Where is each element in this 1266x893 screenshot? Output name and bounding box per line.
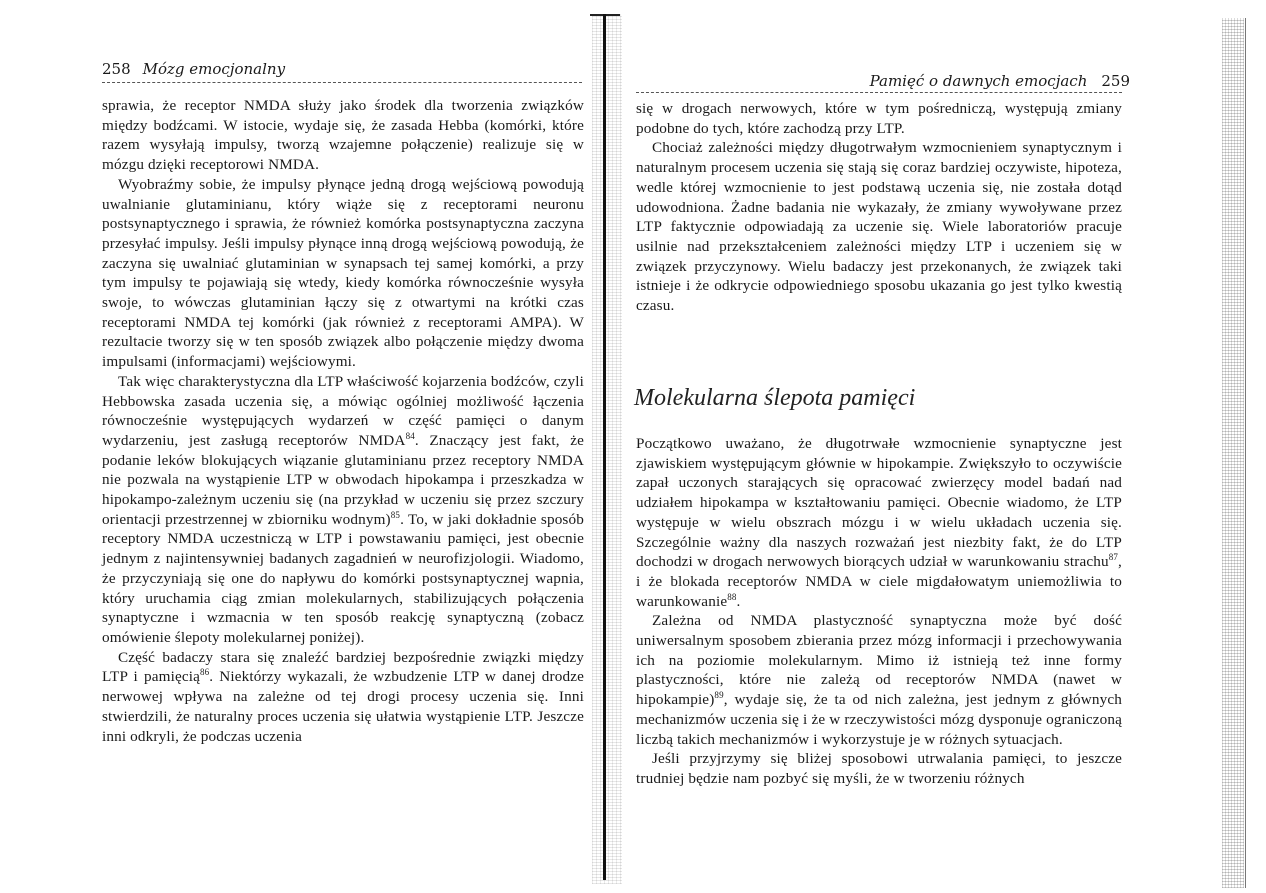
paragraph: Jeśli przyjrzymy się bliżej sposobowi utrwalania pamięci, to jeszcze trudniej będzie nam pozbyć się myśli, że w tworzeniu różnych: [636, 750, 1122, 787]
right-running-head: [630, 72, 1130, 90]
book-spine: [603, 14, 606, 880]
paragraph: Początkowo uważano, że długotrwałe wzmocnienie synaptyczne jest zjawiskiem występującym głównie w hipokampie. Zwiększyło to oczywiście zapał uczonych starających się opracować zwierzęcy model badań nad udziałem hipokampa w kształtowaniu pamięci. Obecnie wiadomo, że LTP występuje w wielu obszrach mózgu i w wielu układach uczenia się. Szczególnie ważny dla naszych rozważań jest niezbity fakt, że do LTP dochodzi w drogach nerwowych biorących udział w warunkowaniu strachu$^{87}$, i że blokada receptorów NMDA w ciele migdałowatym uniemożliwia to warunkowanie$^{88}$.: [636, 435, 1122, 610]
paragraph: Tak więc charakterystyczna dla LTP właściwość kojarzenia bodźców, czyli Hebbowska zasada uczenia się, a mówiąc ogólniej możliwość łączenia równocześnie występujących wydarzeń w część pamięci o danym wydarzeniu, jest zasługą receptorów NMDA$^{84}$. Znaczący jest fakt, że podanie leków blokujących wiązanie glutaminianu przez receptory NMDA nie pozwala na wystąpienie LTP w obwodach hipokampa i przeszkadza w hipokampo-zależnym uczeniu się (na przykład w uczeniu się przez szczury orientacji przestrzennej w zbiorniku wodnym)$^{85}$. To, w jaki dokładnie sposób receptory NMDA uczestniczą w LTP i powstawaniu pamięci, jest obecnie jednym z najintensywniej badanych zagadnień w neurofizjologii. Wiadomo, że przyczyniają się one do napływu do komórki postsynaptycznej wapnia, który uruchamia ciąg zmian molekularnych, stabilizujących połączenia synaptyczne i wzmacnia w ten sposób reakcję synaptyczną (zobacz omówienie ślepoty molekularnej poniżej).: [102, 372, 584, 646]
footnote-ref[interactable]: 86: [199, 667, 210, 678]
section-heading: Molekularna ślepota pamięci: [634, 385, 916, 411]
page-number: 258: [102, 60, 131, 78]
footnote-ref[interactable]: 85: [390, 509, 401, 520]
header-rule: [102, 82, 582, 83]
footnote-ref[interactable]: 84: [405, 430, 415, 441]
left-running-head: [102, 60, 582, 78]
paragraph: Chociaż zależności między długotrwałym wzmocnieniem synaptycznym i naturalnym procesem uczenia się stają się coraz bardziej oczywiste, hipoteza, wedle której wzmocnienie to jest podstawą uczenia się, nie została dotąd udowodniona. Żadne badania nie wykazały, że zmiany wywoływane przez LTP faktycznie odpowiadają za uczenie się. Wiele laboratoriów pracuje usilnie nad przekształceniem zależności między LTP i uczeniem się w związek przyczynowy. Wielu badaczy jest przekonanych, że związek taki istnieje i że odkrycie odpowiedniego sposobu ukazania go jest tylko kwestią czasu.: [636, 139, 1122, 315]
left-body-text: [102, 96, 584, 746]
right-body-text-top: [636, 99, 1122, 316]
running-title: Mózg emocjonalny: [142, 60, 286, 78]
right-page: [608, 0, 1266, 893]
paragraph: Wyobraźmy sobie, że impulsy płynące jedną drogą wejściową powodują uwalnianie glutaminianu, który wiąże się z receptorami neuronu postsynaptycznego i sprawia, że również komórka postsynaptyczna zaczyna przesyłać impulsy. Jeśli impulsy płynące inną drogą wejściową powodują, że zaczyna się uwalniać glutaminian w synapsach tej samej komórki, a przy tym impulsy te pojawiają się wtedy, kiedy komórka równocześnie wysyła swoje, to wówczas glutaminian łączy się z otwartymi na krótki czas receptorami NMDA tej komórki (jak również z receptorami AMPA). W rezultacie tworzy się w ten sposób związek albo połączenie między dwoma impulsami (informacjami) wejściowymi.: [102, 175, 584, 371]
paragraph: się w drogach nerwowych, które w tym pośredniczą, występują zmiany podobne do tych, które zachodzą przy LTP.: [636, 100, 1122, 137]
paragraph: Część badaczy stara się znaleźć bardziej bezpośrednie związki między LTP i pamięcią$^{86}$. Niektórzy wykazali, że wzbudzenie LTP w danej drodze nerwowej wpływa na zależne od tej drogi procesy uczenia się. Inni stwierdzili, że naturalny proces uczenia się ułatwia wystąpienie LTP. Jeszcze inni odkryli, że podczas uczenia: [102, 648, 585, 745]
right-body-text-bottom: [636, 434, 1122, 789]
header-rule: [636, 92, 1122, 93]
paragraph: sprawia, że receptor NMDA służy jako środek dla tworzenia związków między bodźcami. W istocie, wydaje się, że zasada Hebba (komórki, które razem wysyłają impulsy, tworzą wzajemne połączenie) realizuje się w mózgu dzięki receptorowi NMDA.: [102, 97, 584, 174]
page-number: 259: [1101, 72, 1130, 90]
scan-edge-noise: [1222, 18, 1244, 888]
footnote-ref[interactable]: 89: [714, 690, 724, 701]
footnote-ref[interactable]: 88: [727, 591, 737, 602]
running-title: Pamięć o dawnych emocjach: [869, 72, 1088, 90]
left-page: [0, 0, 600, 893]
paragraph: Zależna od NMDA plastyczność synaptyczna może być dość uniwersalnym sposobem zbierania przez mózg informacji i przechowywania ich na poziomie molekularnym. Mimo iż istnieją też inne formy plastyczności, które nie zależą od receptorów NMDA (nawet w hipokampie)$^{89}$, wydaje się, że ta od nich zależna, jest jednym z głównych mechanizmów uczenia się i że w rzeczywistości mózg dysponuje ograniczoną liczbą takich mechanizmów i wykorzystuje je w różnych sytuacjach.: [636, 612, 1122, 748]
footnote-ref[interactable]: 87: [1108, 552, 1119, 563]
page-edge-line: [1245, 18, 1246, 888]
